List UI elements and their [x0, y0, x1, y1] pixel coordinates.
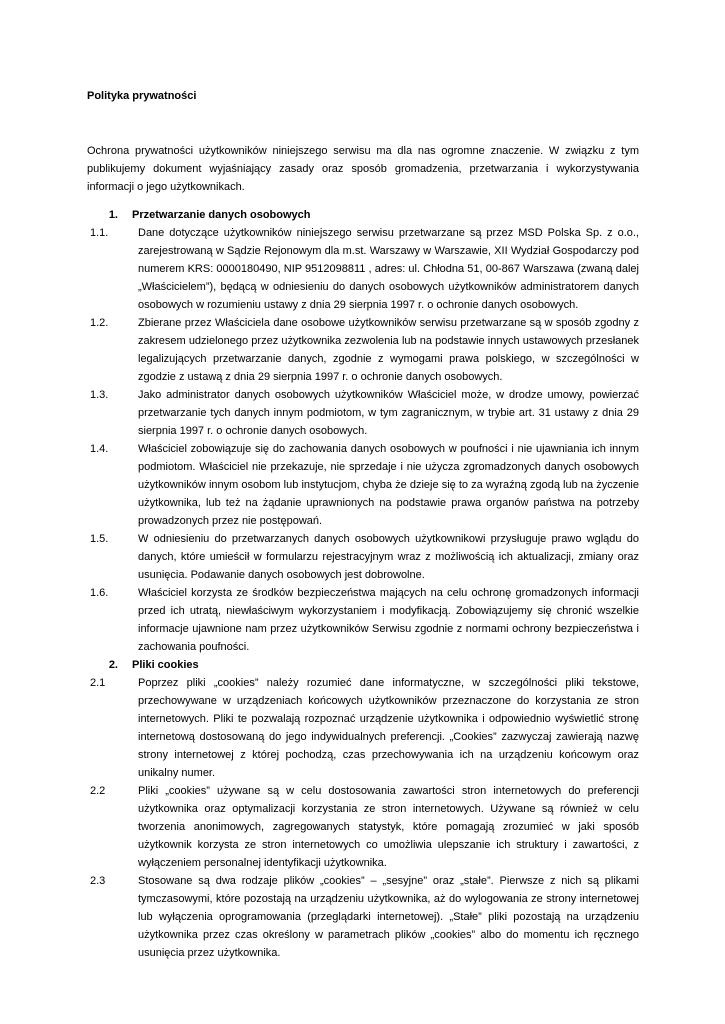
- list-item: [87, 530, 639, 584]
- list-item: [87, 584, 639, 656]
- item-text: Właściciel zobowiązuje się do zachowania danych osobowych w poufności i nie ujawniania ich innym podmiotom. Właściciel nie przekazuje, nie sprzedaje i nie użycza zgromadzonych danych osobowych użytkowników innym osobom lub instytucjom, chyba że dzieje się to za wyraźną zgodą lub na życzenie użytkownika, lub też na żądanie uprawnionych na podstawie prawa organów państwa na potrzeby prowadzonych przez nie postępowań.: [138, 443, 639, 527]
- item-text: Pliki „cookies” używane są w celu dostosowania zawartości stron internetowych do preferencji użytkownika oraz optymalizacji korzystania ze stron internetowych. Używane są również w celu tworzenia anonimowych, zagregowanych statystyk, które pomagają zrozumieć w jaki sposób użytkownik korzysta ze stron internetowych co umożliwia ulepszanie ich struktury i zawartości, z wyłączeniem personalnej identyfikacji użytkownika.: [138, 785, 639, 869]
- item-text: Jako administrator danych osobowych użytkowników Właściciel może, w drodze umowy, powierzać przetwarzanie tych danych innym podmiotom, w tym zagranicznym, w trybie art. 31 ustawy z dnia 29 sierpnia 1997 r. o ochronie danych osobowych.: [138, 389, 639, 437]
- list-item: [87, 782, 639, 872]
- item-number: 2.3: [90, 875, 106, 887]
- item-number: 1.4.: [90, 443, 109, 455]
- list-item: [87, 872, 639, 962]
- list-item: [87, 386, 639, 440]
- item-text: Poprzez pliki „cookies” należy rozumieć dane informatyczne, w szczególności pliki tekstowe, przechowywane w urządzeniach końcowych użytkowników przeznaczone do korzystania ze stron internetowych. Pliki te pozwalają rozpoznać urządzenie użytkownika i odpowiednio wyświetlić stronę internetową dostosowaną do jego indywidualnych preferencji. „Cookies” zazwyczaj zawierają nazwę strony internetowej z której pochodzą, czas przechowywania ich na urządzeniu końcowym oraz unikalny numer.: [138, 677, 639, 779]
- page-title: Polityka prywatności: [87, 90, 197, 102]
- section-number: 1.: [108, 209, 118, 221]
- list-item: [87, 440, 639, 530]
- section-title: Przetwarzanie danych osobowych: [132, 209, 311, 221]
- item-text: Stosowane są dwa rodzaje plików „cookies” – „sesyjne” oraz „stałe”. Pierwsze z nich są plikami tymczasowymi, które pozostają na urządzeniu użytkownika, aż do wylogowania ze strony internetowej lub wyłączenia oprogramowania (przeglądarki internetowej). „Stałe” pliki pozostają na urządzeniu użytkownika przez czas określony w parametrach plików „cookies” albo do momentu ich ręcznego usunięcia przez użytkownika.: [138, 875, 639, 959]
- item-number: 1.3.: [90, 389, 109, 401]
- item-number: 2.2: [90, 785, 106, 797]
- item-number: 1.1.: [90, 227, 109, 239]
- item-number: 1.6.: [90, 587, 109, 599]
- list-item: [87, 674, 639, 782]
- item-text: Właściciel korzysta ze środków bezpieczeństwa mających na celu ochronę gromadzonych informacji przed ich utratą, niewłaściwym wykorzystaniem i modyfikacją. Zobowiązujemy się chronić wszelkie informacje ujawnione nam przez użytkowników Serwisu zgodnie z normami ochrony bezpieczeństwa i zachowania poufności.: [138, 587, 639, 653]
- item-number: 2.1: [90, 677, 106, 689]
- item-number: 1.5.: [90, 533, 109, 545]
- section-heading: [87, 206, 639, 224]
- item-text: Dane dotyczące użytkowników niniejszego serwisu przetwarzane są przez MSD Polska Sp. z o.o., zarejestrowaną w Sądzie Rejonowym dla m.st. Warszawy w Warszawie, XII Wydział Gospodarczy pod numerem KRS: 0000180490, NIP 9512098811 , adres: ul. Chłodna 51, 00-867 Warszawa (zwaną dalej „Właścicielem”), będącą w odniesieniu do danych osobowych użytkowników administratorem danych osobowych w rozumieniu ustawy z dnia 29 sierpnia 1997 r. o ochronie danych osobowych.: [138, 227, 639, 311]
- intro-paragraph: Ochrona prywatności użytkowników niniejszego serwisu ma dla nas ogromne znaczenie. W związku z tym publikujemy dokument wyjaśniający zasady oraz sposób gromadzenia, przetwarzania i wykorzystywania informacji o jego użytkownikach.: [87, 145, 639, 193]
- section-heading: [87, 656, 639, 674]
- section-1: [87, 206, 639, 656]
- section-title: Pliki cookies: [132, 659, 199, 671]
- section-2: [87, 656, 639, 962]
- item-number: 1.2.: [90, 317, 109, 329]
- item-text: W odniesieniu do przetwarzanych danych osobowych użytkownikowi przysługuje prawo wglądu do danych, które umieścił w formularzu rejestracyjnym wraz z możliwością ich aktualizacji, zmiany oraz usunięcia. Podawanie danych osobowych jest dobrowolne.: [138, 533, 639, 581]
- list-item: [87, 224, 639, 314]
- section-number: 2.: [108, 659, 118, 671]
- item-text: Zbierane przez Właściciela dane osobowe użytkowników serwisu przetwarzane są w sposób zgodny z zakresem udzielonego przez użytkownika zezwolenia lub na podstawie innych ustawowych przesłanek legalizujących przetwarzanie danych, zgodnie z wymogami prawa polskiego, w szczególności w zgodzie z ustawą z dnia 29 sierpnia 1997 r. o ochronie danych osobowych.: [138, 317, 639, 383]
- list-item: [87, 314, 639, 386]
